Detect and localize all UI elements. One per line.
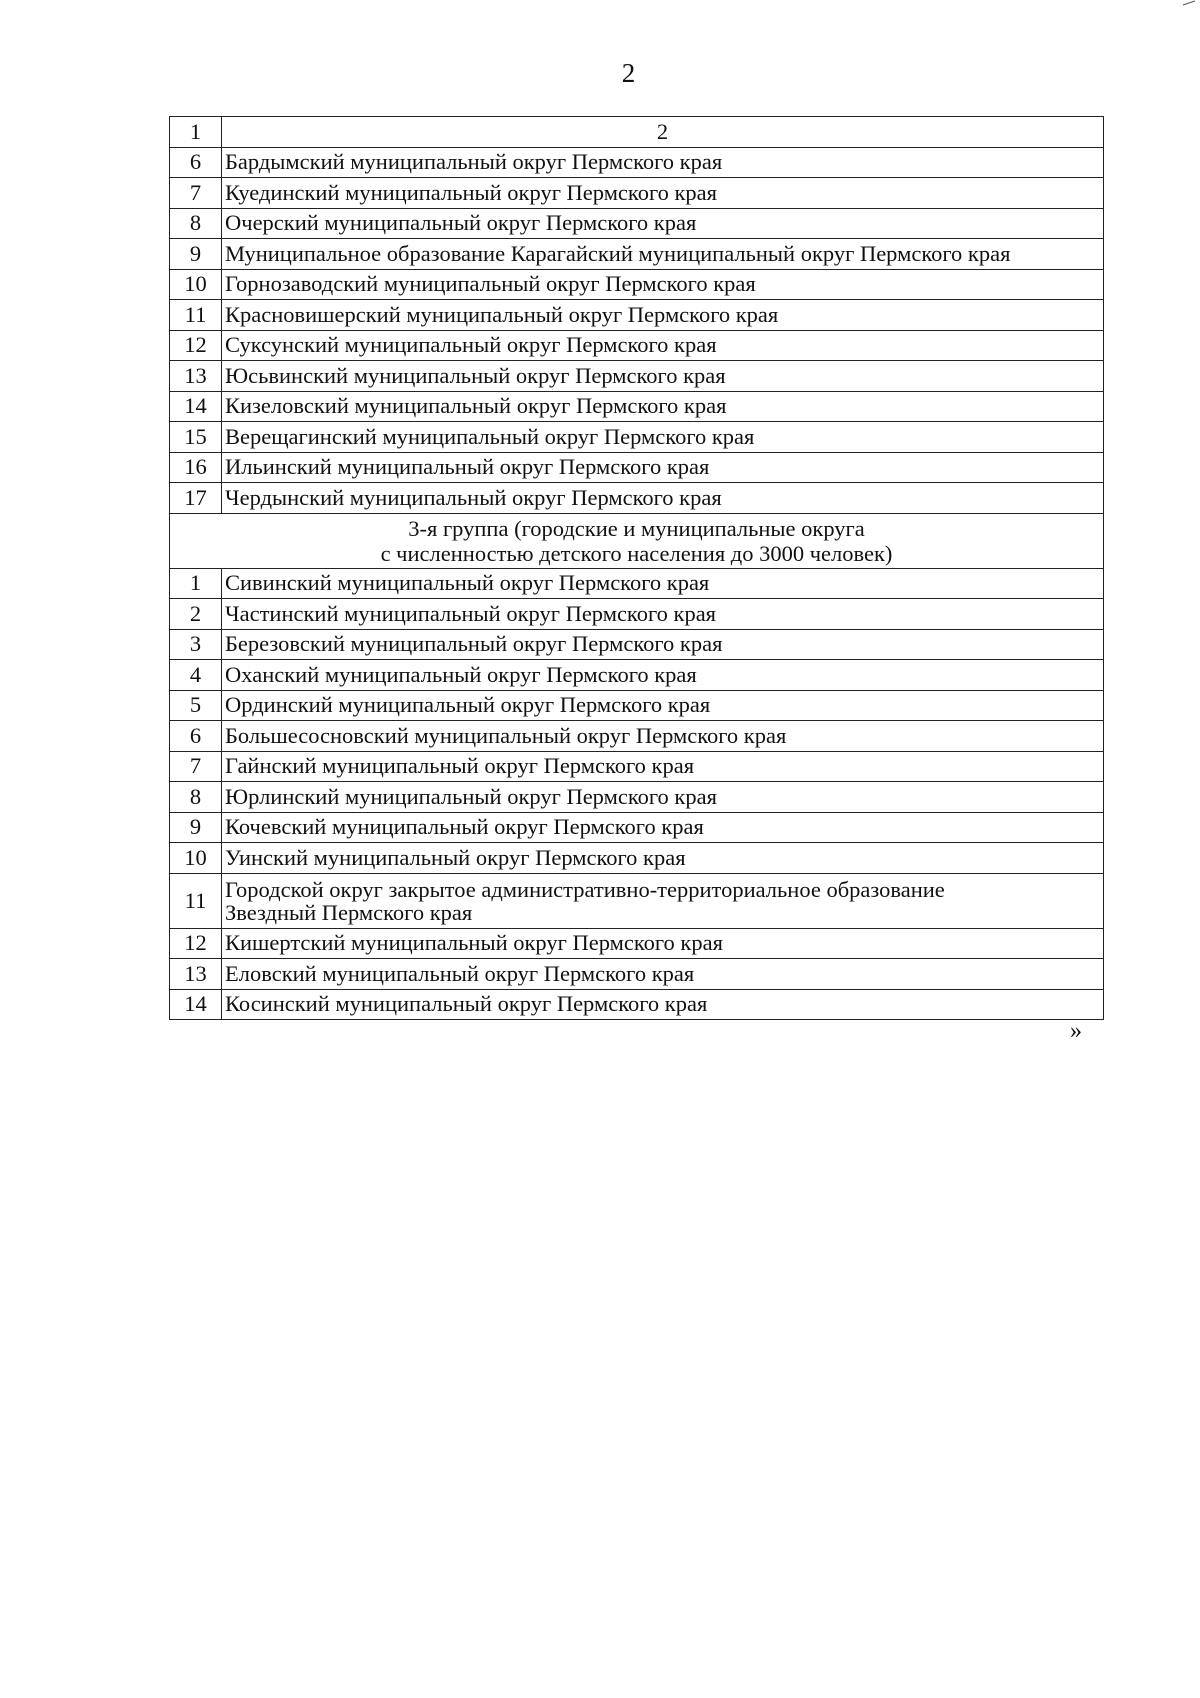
group-heading-line-1: 3-я группа (городские и муниципальные округа [408, 515, 865, 541]
district-name: Оханский муниципальный округ Пермского края [222, 660, 1104, 691]
header-col-2: 2 [222, 117, 1104, 148]
district-name: Горнозаводский муниципальный округ Пермского края [222, 269, 1104, 300]
row-number: 16 [170, 452, 222, 483]
table-row [170, 751, 1104, 782]
table-header-row [170, 117, 1104, 148]
district-name: Сивинский муниципальный округ Пермского края [222, 568, 1104, 599]
row-number: 2 [170, 599, 222, 630]
table-row [170, 873, 1104, 928]
table-row [170, 422, 1104, 453]
table-row [170, 812, 1104, 843]
table-row [170, 989, 1104, 1020]
table-row [170, 660, 1104, 691]
table-row [170, 147, 1104, 178]
district-name: Кочевский муниципальный округ Пермского края [222, 812, 1104, 843]
district-name: Уинский муниципальный округ Пермского края [222, 843, 1104, 874]
district-name: Ординский муниципальный округ Пермского края [222, 690, 1104, 721]
table-row [170, 361, 1104, 392]
district-name: Кизеловский муниципальный округ Пермского края [222, 391, 1104, 422]
district-name: Еловский муниципальный округ Пермского края [222, 959, 1104, 990]
row-number: 11 [170, 873, 222, 928]
table-row [170, 483, 1104, 514]
table-row [170, 239, 1104, 270]
row-number: 8 [170, 208, 222, 239]
district-name: Березовский муниципальный округ Пермского края [222, 629, 1104, 660]
district-name: Юрлинский муниципальный округ Пермского края [222, 782, 1104, 813]
row-number: 9 [170, 239, 222, 270]
row-number: 17 [170, 483, 222, 514]
table-row [170, 452, 1104, 483]
table-row [170, 568, 1104, 599]
district-name: Верещагинский муниципальный округ Пермского края [222, 422, 1104, 453]
district-name: Гайнский муниципальный округ Пермского края [222, 751, 1104, 782]
district-name: Красновишерский муниципальный округ Пермского края [222, 300, 1104, 331]
row-number: 7 [170, 751, 222, 782]
table-row [170, 690, 1104, 721]
table-row [170, 330, 1104, 361]
table-row [170, 178, 1104, 209]
district-name: Большесосновский муниципальный округ Пермского края [222, 721, 1104, 752]
group-heading-row [170, 513, 1104, 568]
district-name-line-2: Звездный Пермского края [225, 899, 473, 925]
district-name: Очерский муниципальный округ Пермского края [222, 208, 1104, 239]
page-number: 2 [621, 58, 636, 88]
group-heading [170, 513, 1104, 568]
scan-corner-mark [1182, 0, 1196, 6]
district-name: Бардымский муниципальный округ Пермского края [222, 147, 1104, 178]
row-number: 14 [170, 989, 222, 1020]
district-name: Куединский муниципальный округ Пермского края [222, 178, 1104, 209]
district-name: Чердынский муниципальный округ Пермского края [222, 483, 1104, 514]
group-heading-line-2: с численностью детского населения до 3000 человек) [380, 540, 893, 566]
closing-quote-mark: » [1070, 1018, 1082, 1044]
table-row [170, 928, 1104, 959]
district-name: Муниципальное образование Карагайский муниципальный округ Пермского края [222, 239, 1104, 270]
row-number: 9 [170, 812, 222, 843]
row-number: 7 [170, 178, 222, 209]
row-number: 12 [170, 928, 222, 959]
row-number: 5 [170, 690, 222, 721]
district-name: Суксунский муниципальный округ Пермского края [222, 330, 1104, 361]
district-name: Кишертский муниципальный округ Пермского края [222, 928, 1104, 959]
district-name: Косинский муниципальный округ Пермского края [222, 989, 1104, 1020]
row-number: 12 [170, 330, 222, 361]
table-row [170, 629, 1104, 660]
row-number: 15 [170, 422, 222, 453]
row-number: 10 [170, 269, 222, 300]
table-row [170, 300, 1104, 331]
district-name [222, 873, 1104, 928]
table-row [170, 269, 1104, 300]
row-number: 13 [170, 959, 222, 990]
row-number: 6 [170, 721, 222, 752]
row-number: 10 [170, 843, 222, 874]
row-number: 13 [170, 361, 222, 392]
district-name: Ильинский муниципальный округ Пермского края [222, 452, 1104, 483]
row-number: 3 [170, 629, 222, 660]
row-number: 8 [170, 782, 222, 813]
row-number: 11 [170, 300, 222, 331]
row-number: 6 [170, 147, 222, 178]
districts-table [169, 116, 1104, 1020]
row-number: 4 [170, 660, 222, 691]
table-row [170, 721, 1104, 752]
table-row [170, 208, 1104, 239]
header-col-1: 1 [170, 117, 222, 148]
district-name: Частинский муниципальный округ Пермского края [222, 599, 1104, 630]
row-number: 1 [170, 568, 222, 599]
table-row [170, 391, 1104, 422]
table-row [170, 959, 1104, 990]
row-number: 14 [170, 391, 222, 422]
district-name-line-1: Городской округ закрытое административно-территориальное образование [225, 876, 945, 902]
table-row [170, 843, 1104, 874]
table-row [170, 599, 1104, 630]
district-name: Юсьвинский муниципальный округ Пермского края [222, 361, 1104, 392]
table-row [170, 782, 1104, 813]
